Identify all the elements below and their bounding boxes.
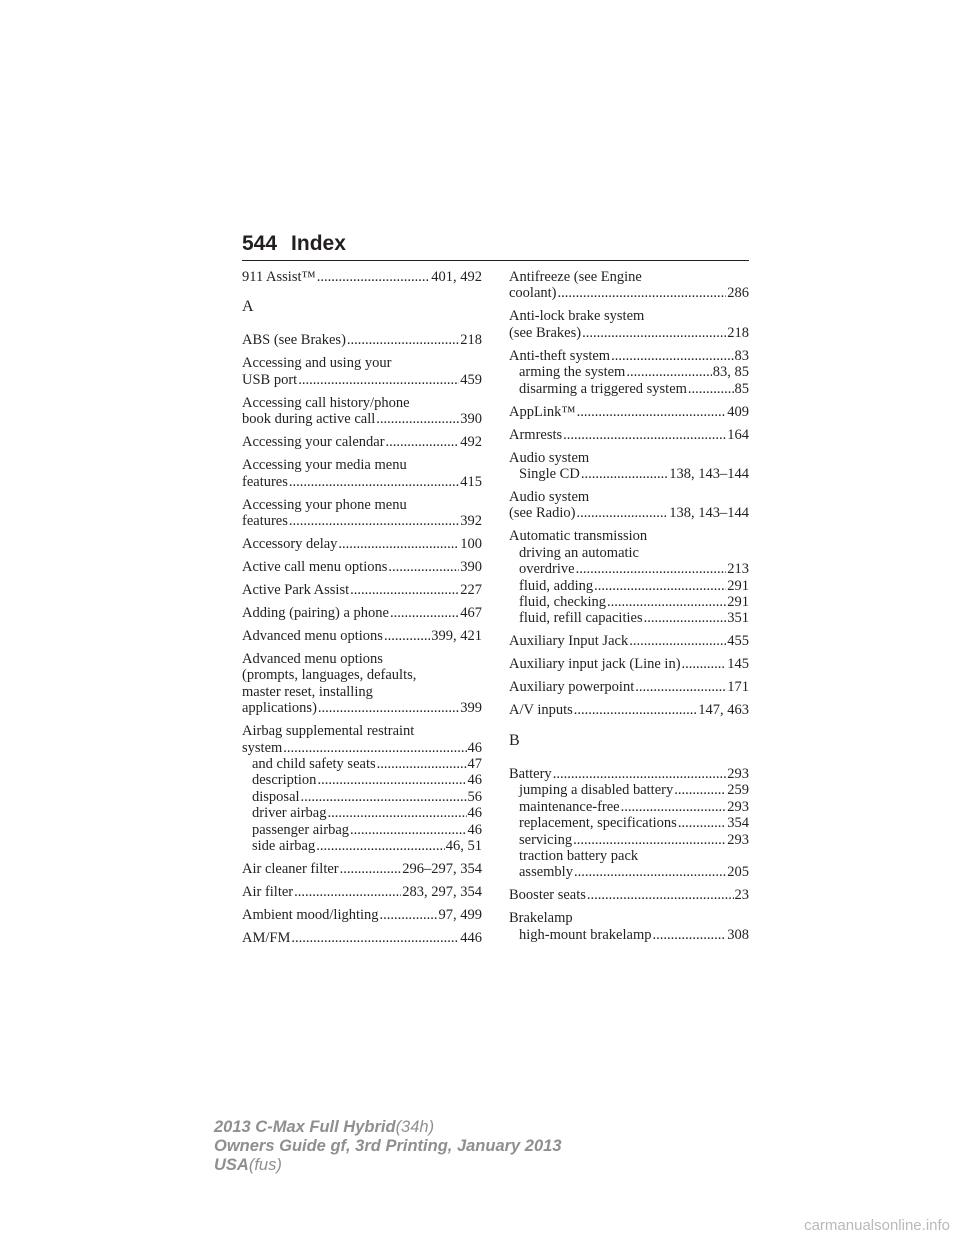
entry-text: Anti-lock brake system: [509, 308, 645, 325]
index-entry: [509, 766, 749, 881]
index-subentry-line: [509, 545, 749, 561]
dot-leader: [574, 702, 697, 718]
entry-text: Advanced menu options: [242, 628, 383, 645]
page-reference: 147, 463: [698, 702, 749, 719]
index-entry: [242, 497, 482, 530]
entry-text: system: [242, 739, 283, 756]
index-entry: [242, 930, 482, 946]
index-subentry-line: [509, 381, 749, 397]
index-subentry-line: [509, 782, 749, 798]
entry-text: maintenance-free: [519, 798, 620, 815]
index-entry-line: [242, 907, 482, 923]
entry-text: disposal: [252, 788, 300, 805]
page-reference: 83: [734, 347, 749, 364]
page-reference: 138, 143–144: [669, 505, 749, 522]
entry-text: (see Radio): [509, 505, 576, 522]
page-reference: 56: [467, 788, 482, 805]
index-entry-line: [242, 411, 482, 427]
entry-text: AM/FM: [242, 930, 291, 947]
index-entry-line: [242, 740, 482, 756]
entry-text: AppLink™: [509, 403, 576, 420]
entry-text: assembly: [519, 864, 573, 881]
entry-text: Airbag supplemental restraint: [242, 723, 415, 740]
entry-text: jumping a disabled battery: [519, 782, 674, 799]
entry-text: fluid, refill capacities: [519, 610, 643, 627]
page-reference: 354: [727, 815, 749, 832]
index-entry-line: [242, 884, 482, 900]
index-entry-line: [509, 325, 749, 341]
index-subentry-line: [509, 815, 749, 831]
index-subentry-line: [509, 864, 749, 880]
entry-text: description: [252, 772, 317, 789]
dot-leader: [594, 578, 726, 594]
index-entry-line: [509, 404, 749, 420]
entry-text: A/V inputs: [509, 702, 573, 719]
dot-leader: [289, 513, 459, 529]
dot-leader: [301, 789, 467, 805]
dot-leader: [386, 434, 460, 450]
index-subentry-line: [509, 832, 749, 848]
entry-text: traction battery pack: [519, 847, 639, 864]
index-entry-line: [242, 684, 482, 700]
entry-text: Anti-theft system: [509, 347, 611, 364]
index-entry-line: [242, 474, 482, 490]
dot-leader: [316, 838, 445, 854]
entry-text: Single CD: [519, 466, 580, 483]
dot-leader: [338, 536, 459, 552]
index-entry-line: [242, 332, 482, 348]
dot-leader: [390, 605, 459, 621]
index-subentry-line: [242, 805, 482, 821]
watermark: carmanualsonline.info: [804, 1217, 950, 1234]
entry-text: driving an automatic: [519, 544, 639, 561]
entry-text: Auxiliary input jack (Line in): [509, 656, 681, 673]
index-entry: [242, 628, 482, 644]
dot-leader: [611, 348, 733, 364]
index-subentry-line: [509, 364, 749, 380]
page-reference: 213: [727, 561, 749, 578]
page-reference: 46, 51: [445, 838, 482, 855]
entry-text: Auxiliary powerpoint: [509, 679, 635, 696]
entry-text: book during active call: [242, 411, 376, 428]
index-entry-line: [509, 427, 749, 443]
page-number: 544: [242, 232, 278, 255]
entry-text: Adding (pairing) a phone: [242, 605, 389, 622]
index-entry-line: [509, 887, 749, 903]
index-entry: [509, 633, 749, 649]
dot-leader: [558, 285, 727, 301]
index-entry-line: [242, 372, 482, 388]
footer-line-edition: Owners Guide gf, 3rd Printing, January 2013: [214, 1137, 562, 1155]
index-entry: [242, 536, 482, 552]
index-entry-line: [509, 766, 749, 782]
entry-text: and child safety seats: [252, 756, 376, 773]
index-subentry-line: [509, 466, 749, 482]
index-subentry-line: [509, 799, 749, 815]
dot-leader: [289, 474, 459, 490]
page-title: Index: [291, 232, 346, 255]
index-entry: [242, 582, 482, 598]
index-entry: [242, 884, 482, 900]
dot-leader: [377, 756, 467, 772]
dot-leader: [350, 822, 466, 838]
index-entry: [509, 427, 749, 443]
page-reference: 351: [727, 610, 749, 627]
entry-text: master reset, installing: [242, 683, 373, 700]
dot-leader: [388, 559, 459, 575]
index-entry-line: [509, 528, 749, 544]
index-subentry-line: [509, 927, 749, 943]
dot-leader: [350, 582, 459, 598]
dot-leader: [553, 766, 727, 782]
index-entry-line: [242, 457, 482, 473]
index-entry: [242, 651, 482, 717]
section-letter: B: [509, 731, 520, 749]
page-reference: 308: [727, 926, 749, 943]
dot-leader: [291, 930, 459, 946]
page-reference: 85: [734, 380, 749, 397]
page-reference: 467: [460, 605, 482, 622]
page-reference: 47: [467, 756, 482, 773]
entry-text: overdrive: [519, 561, 575, 578]
dot-leader: [340, 861, 402, 877]
page-reference: 390: [460, 411, 482, 428]
index-entry: [509, 348, 749, 397]
page-reference: 401, 492: [431, 269, 482, 285]
page-reference: 23: [734, 887, 749, 904]
dot-leader: [678, 815, 726, 831]
page-reference: 409: [727, 403, 749, 420]
index-entry-line: [242, 930, 482, 946]
index-subentry-line: [242, 772, 482, 788]
page-reference: 455: [727, 633, 749, 650]
entry-text: Accessory delay: [242, 536, 338, 553]
index-entry-line: [242, 628, 482, 644]
index-entry-line: [242, 395, 482, 411]
index-entry-line: [242, 667, 482, 683]
index-entry: [509, 269, 749, 302]
index-entry-line: [509, 450, 749, 466]
page-reference: 218: [460, 332, 482, 349]
entry-text: 911 Assist™: [242, 269, 316, 285]
dot-leader: [577, 404, 727, 420]
index-subentry-line: [242, 756, 482, 772]
page-reference: 46: [467, 739, 482, 756]
entry-text: servicing: [519, 831, 573, 848]
index-subentry-line: [242, 789, 482, 805]
page-reference: 399, 421: [431, 628, 482, 645]
index-entry: [509, 887, 749, 903]
entry-text: high-mount brakelamp: [519, 926, 652, 943]
entry-text: features: [242, 473, 288, 490]
entry-text: Ambient mood/lighting: [242, 907, 379, 924]
index-entry: [242, 907, 482, 923]
section-letter: A: [242, 298, 254, 316]
page-reference: 145: [727, 656, 749, 673]
index-column-right: [509, 269, 749, 950]
entry-text: Brakelamp: [509, 910, 573, 927]
dot-leader: [652, 927, 726, 943]
dot-leader: [563, 427, 726, 443]
index-entry-line: [242, 497, 482, 513]
index-subentry-line: [509, 594, 749, 610]
index-entry: [242, 723, 482, 854]
entry-text: Accessing call history/phone: [242, 394, 410, 411]
index-entry-line: [509, 679, 749, 695]
index-entry-line: [242, 861, 482, 877]
dot-leader: [629, 633, 726, 649]
footer-line-model: 2013 C-Max Full Hybrid(34h): [214, 1118, 435, 1136]
dot-leader: [644, 610, 727, 626]
page-reference: 283, 297, 354: [402, 884, 482, 901]
page-reference: 227: [460, 582, 482, 599]
index-entry-line: [242, 582, 482, 598]
dot-leader: [317, 269, 431, 285]
page-header: [242, 230, 749, 261]
dot-leader: [674, 782, 726, 798]
entry-text: Auxiliary Input Jack: [509, 633, 629, 650]
page-reference: 100: [460, 536, 482, 553]
dot-leader: [587, 887, 734, 903]
entry-text: Active call menu options: [242, 559, 388, 576]
index-entry: [509, 489, 749, 522]
index-entry: [509, 702, 749, 718]
document-footer: [214, 1118, 562, 1175]
page-reference: 399: [460, 700, 482, 717]
page-reference: 164: [727, 426, 749, 443]
entry-text: Audio system: [509, 449, 590, 466]
index-entry: [242, 605, 482, 621]
page-reference: 46: [467, 821, 482, 838]
index-entry: [242, 434, 482, 450]
dot-leader: [582, 325, 726, 341]
entry-text: USB port: [242, 371, 298, 388]
index-entry: [242, 355, 482, 388]
dot-leader: [573, 832, 726, 848]
entry-text: Accessing your media menu: [242, 457, 407, 474]
entry-text: (prompts, languages, defaults,: [242, 667, 417, 684]
page-reference: 293: [727, 831, 749, 848]
entry-text: features: [242, 513, 288, 530]
dot-leader: [626, 364, 711, 380]
index-entry: [242, 269, 482, 285]
index-entry-line: [509, 505, 749, 521]
page-reference: 46: [467, 805, 482, 822]
page-reference: 171: [727, 679, 749, 696]
dot-leader: [621, 799, 727, 815]
dot-leader: [318, 700, 459, 716]
index-entry-line: [242, 605, 482, 621]
dot-leader: [380, 907, 438, 923]
entry-text: applications): [242, 700, 317, 717]
dot-leader: [581, 466, 668, 482]
page-reference: 446: [460, 930, 482, 947]
index-entry: [509, 656, 749, 672]
index-subentry-line: [242, 822, 482, 838]
page-reference: 293: [727, 765, 749, 782]
page-reference: 291: [727, 594, 749, 611]
entry-text: Booster seats: [509, 887, 586, 904]
index-entry: [242, 457, 482, 490]
index-entry: [242, 559, 482, 575]
index-entry-line: [242, 355, 482, 371]
index-entry: [509, 528, 749, 626]
index-entry: [509, 910, 749, 943]
index-entry-line: [509, 269, 749, 285]
page-reference: 492: [460, 434, 482, 451]
dot-leader: [376, 411, 459, 427]
page-reference: 459: [460, 371, 482, 388]
entry-text: Accessing and using your: [242, 355, 392, 372]
entry-text: disarming a triggered system: [519, 380, 687, 397]
index-entry-line: [242, 723, 482, 739]
entry-text: replacement, specifications: [519, 815, 677, 832]
index-subentry-line: [242, 838, 482, 854]
entry-text: ABS (see Brakes): [242, 332, 346, 349]
index-entry-line: [509, 285, 749, 301]
entry-text: Automatic transmission: [509, 528, 648, 545]
index-entry-line: [242, 269, 482, 285]
index-subentry-line: [509, 578, 749, 594]
page-reference: 415: [460, 473, 482, 490]
dot-leader: [576, 561, 727, 577]
page-reference: 218: [727, 324, 749, 341]
index-entry-line: [509, 702, 749, 718]
page-reference: 390: [460, 559, 482, 576]
entry-text: Armrests: [509, 426, 563, 443]
index-entry-line: [242, 700, 482, 716]
page-reference: 46: [467, 772, 482, 789]
dot-leader: [682, 656, 727, 672]
entry-text: Battery: [509, 765, 552, 782]
entry-text: Accessing your phone menu: [242, 496, 407, 513]
entry-text: side airbag: [252, 838, 316, 855]
page-reference: 293: [727, 798, 749, 815]
entry-text: fluid, checking: [519, 594, 606, 611]
dot-leader: [294, 884, 401, 900]
index-subentry-line: [509, 561, 749, 577]
index-entry: [242, 332, 482, 348]
page-reference: 296–297, 354: [402, 861, 482, 878]
dot-leader: [574, 864, 726, 880]
dot-leader: [607, 594, 726, 610]
entry-text: Antifreeze (see Engine: [509, 269, 642, 285]
index-entry: [509, 404, 749, 420]
index-entry-line: [242, 434, 482, 450]
dot-leader: [688, 381, 734, 397]
index-entry-line: [509, 489, 749, 505]
dot-leader: [576, 505, 668, 521]
dot-leader: [635, 679, 726, 695]
page-reference: 205: [727, 864, 749, 881]
dot-leader: [347, 332, 459, 348]
index-entry-line: [509, 633, 749, 649]
index-entry: [509, 308, 749, 341]
entry-text: Advanced menu options: [242, 651, 383, 668]
entry-text: arming the system: [519, 364, 626, 381]
index-subentry-line: [509, 610, 749, 626]
index-entry-line: [509, 308, 749, 324]
page-reference: 138, 143–144: [669, 466, 749, 483]
dot-leader: [327, 805, 466, 821]
page-reference: 291: [727, 577, 749, 594]
index-entry: [509, 679, 749, 695]
dot-leader: [317, 772, 466, 788]
index-entry-line: [242, 536, 482, 552]
entry-text: fluid, adding: [519, 577, 594, 594]
page-reference: 259: [727, 782, 749, 799]
entry-text: Audio system: [509, 489, 590, 506]
index-column-left: [242, 269, 482, 953]
dot-leader: [384, 628, 430, 644]
entry-text: Active Park Assist: [242, 582, 350, 599]
page-reference: 97, 499: [438, 907, 482, 924]
page-reference: 83, 85: [712, 364, 749, 381]
index-entry: [509, 450, 749, 483]
entry-text: driver airbag: [252, 805, 327, 822]
dot-leader: [283, 740, 466, 756]
index-entry-line: [242, 559, 482, 575]
index-entry-line: [242, 513, 482, 529]
entry-text: Accessing your calendar: [242, 434, 385, 451]
index-entry-line: [242, 651, 482, 667]
entry-text: (see Brakes): [509, 324, 582, 341]
page-reference: 392: [460, 513, 482, 530]
dot-leader: [298, 372, 459, 388]
index-subentry-line: [509, 848, 749, 864]
footer-line-region: USA(fus): [214, 1156, 282, 1174]
page-reference: 286: [727, 285, 749, 302]
entry-text: passenger airbag: [252, 821, 350, 838]
index-entry: [242, 395, 482, 428]
index-entry-line: [509, 656, 749, 672]
index-entry: [242, 861, 482, 877]
entry-text: Air filter: [242, 884, 294, 901]
index-entry-line: [509, 910, 749, 926]
index-entry-line: [509, 348, 749, 364]
entry-text: coolant): [509, 285, 557, 302]
entry-text: Air cleaner filter: [242, 861, 339, 878]
